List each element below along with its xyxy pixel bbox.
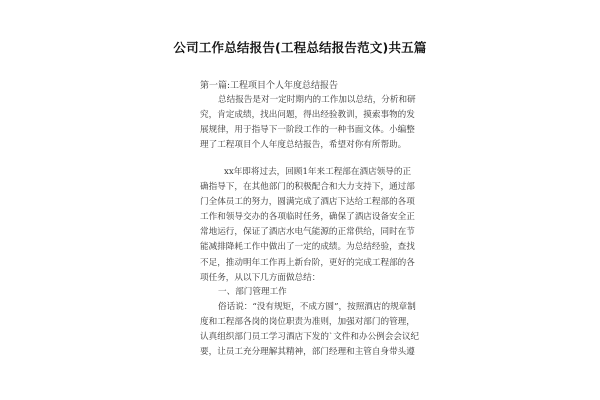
section-heading: 一、部门管理工作	[218, 287, 287, 297]
paragraph-line: 能减排降耗工作中做出了一定的成绩。为总结经验，查找	[200, 242, 415, 253]
paragraph-line: 不足，推动明年工作再上新台阶，更好的完成工程部的各	[200, 257, 415, 268]
paragraph-line: 究，肯定成绩，找出问题，得出经验教训，摸索事物的发	[200, 110, 415, 121]
paragraph-line: 门全体员工的努力，圆满完成了酒店下达给工程部的各项	[200, 197, 415, 208]
paragraph-line: 度和工程部各岗的岗位职责为准则，加强对部门的管理，	[200, 317, 415, 328]
paragraph-line: 常地运行，保证了酒店水电气能源的正常供给，同时在节	[200, 227, 415, 238]
paragraph-line: 认真组织部门员工学习酒店下发的`文件和办公例会会议纪	[200, 332, 420, 343]
dept-paragraph	[200, 300, 420, 360]
document-title: 公司工作总结报告(工程总结报告范文)共五篇	[173, 40, 427, 55]
paragraph-line: 展规律，用于指导下一阶段工作的一种书面文体。小编整	[200, 125, 415, 136]
paragraph-line: 项任务，从以下几方面做总结：	[200, 272, 321, 283]
paragraph-line: 总结报告是对一定时期内的工作加以总结，分析和研	[218, 95, 416, 105]
paragraph-line: 理了工程项目个人年度总结报告，希望对你有所帮助。	[200, 140, 407, 151]
paragraph-line: 俗话说：“没有规矩，不成方圆”，按照酒店的规章制	[218, 302, 416, 312]
intro-paragraph	[200, 93, 415, 153]
paragraph-line: 工作和领导交办的各项临时任务，确保了酒店设备安全正	[200, 212, 415, 223]
section-title: 第一篇:工程项目个人年度总结报告	[200, 81, 339, 91]
paragraph-line: xx年即将过去，回顾1年来工程部在酒店领导的正	[224, 167, 412, 177]
body-paragraph	[200, 165, 415, 286]
paragraph-line: 要，让员工充分理解其精神，部门经理和主管自身带头遵	[200, 347, 415, 358]
paragraph-line: 确指导下，在其他部门的积极配合和大力支持下，通过部	[200, 182, 415, 193]
